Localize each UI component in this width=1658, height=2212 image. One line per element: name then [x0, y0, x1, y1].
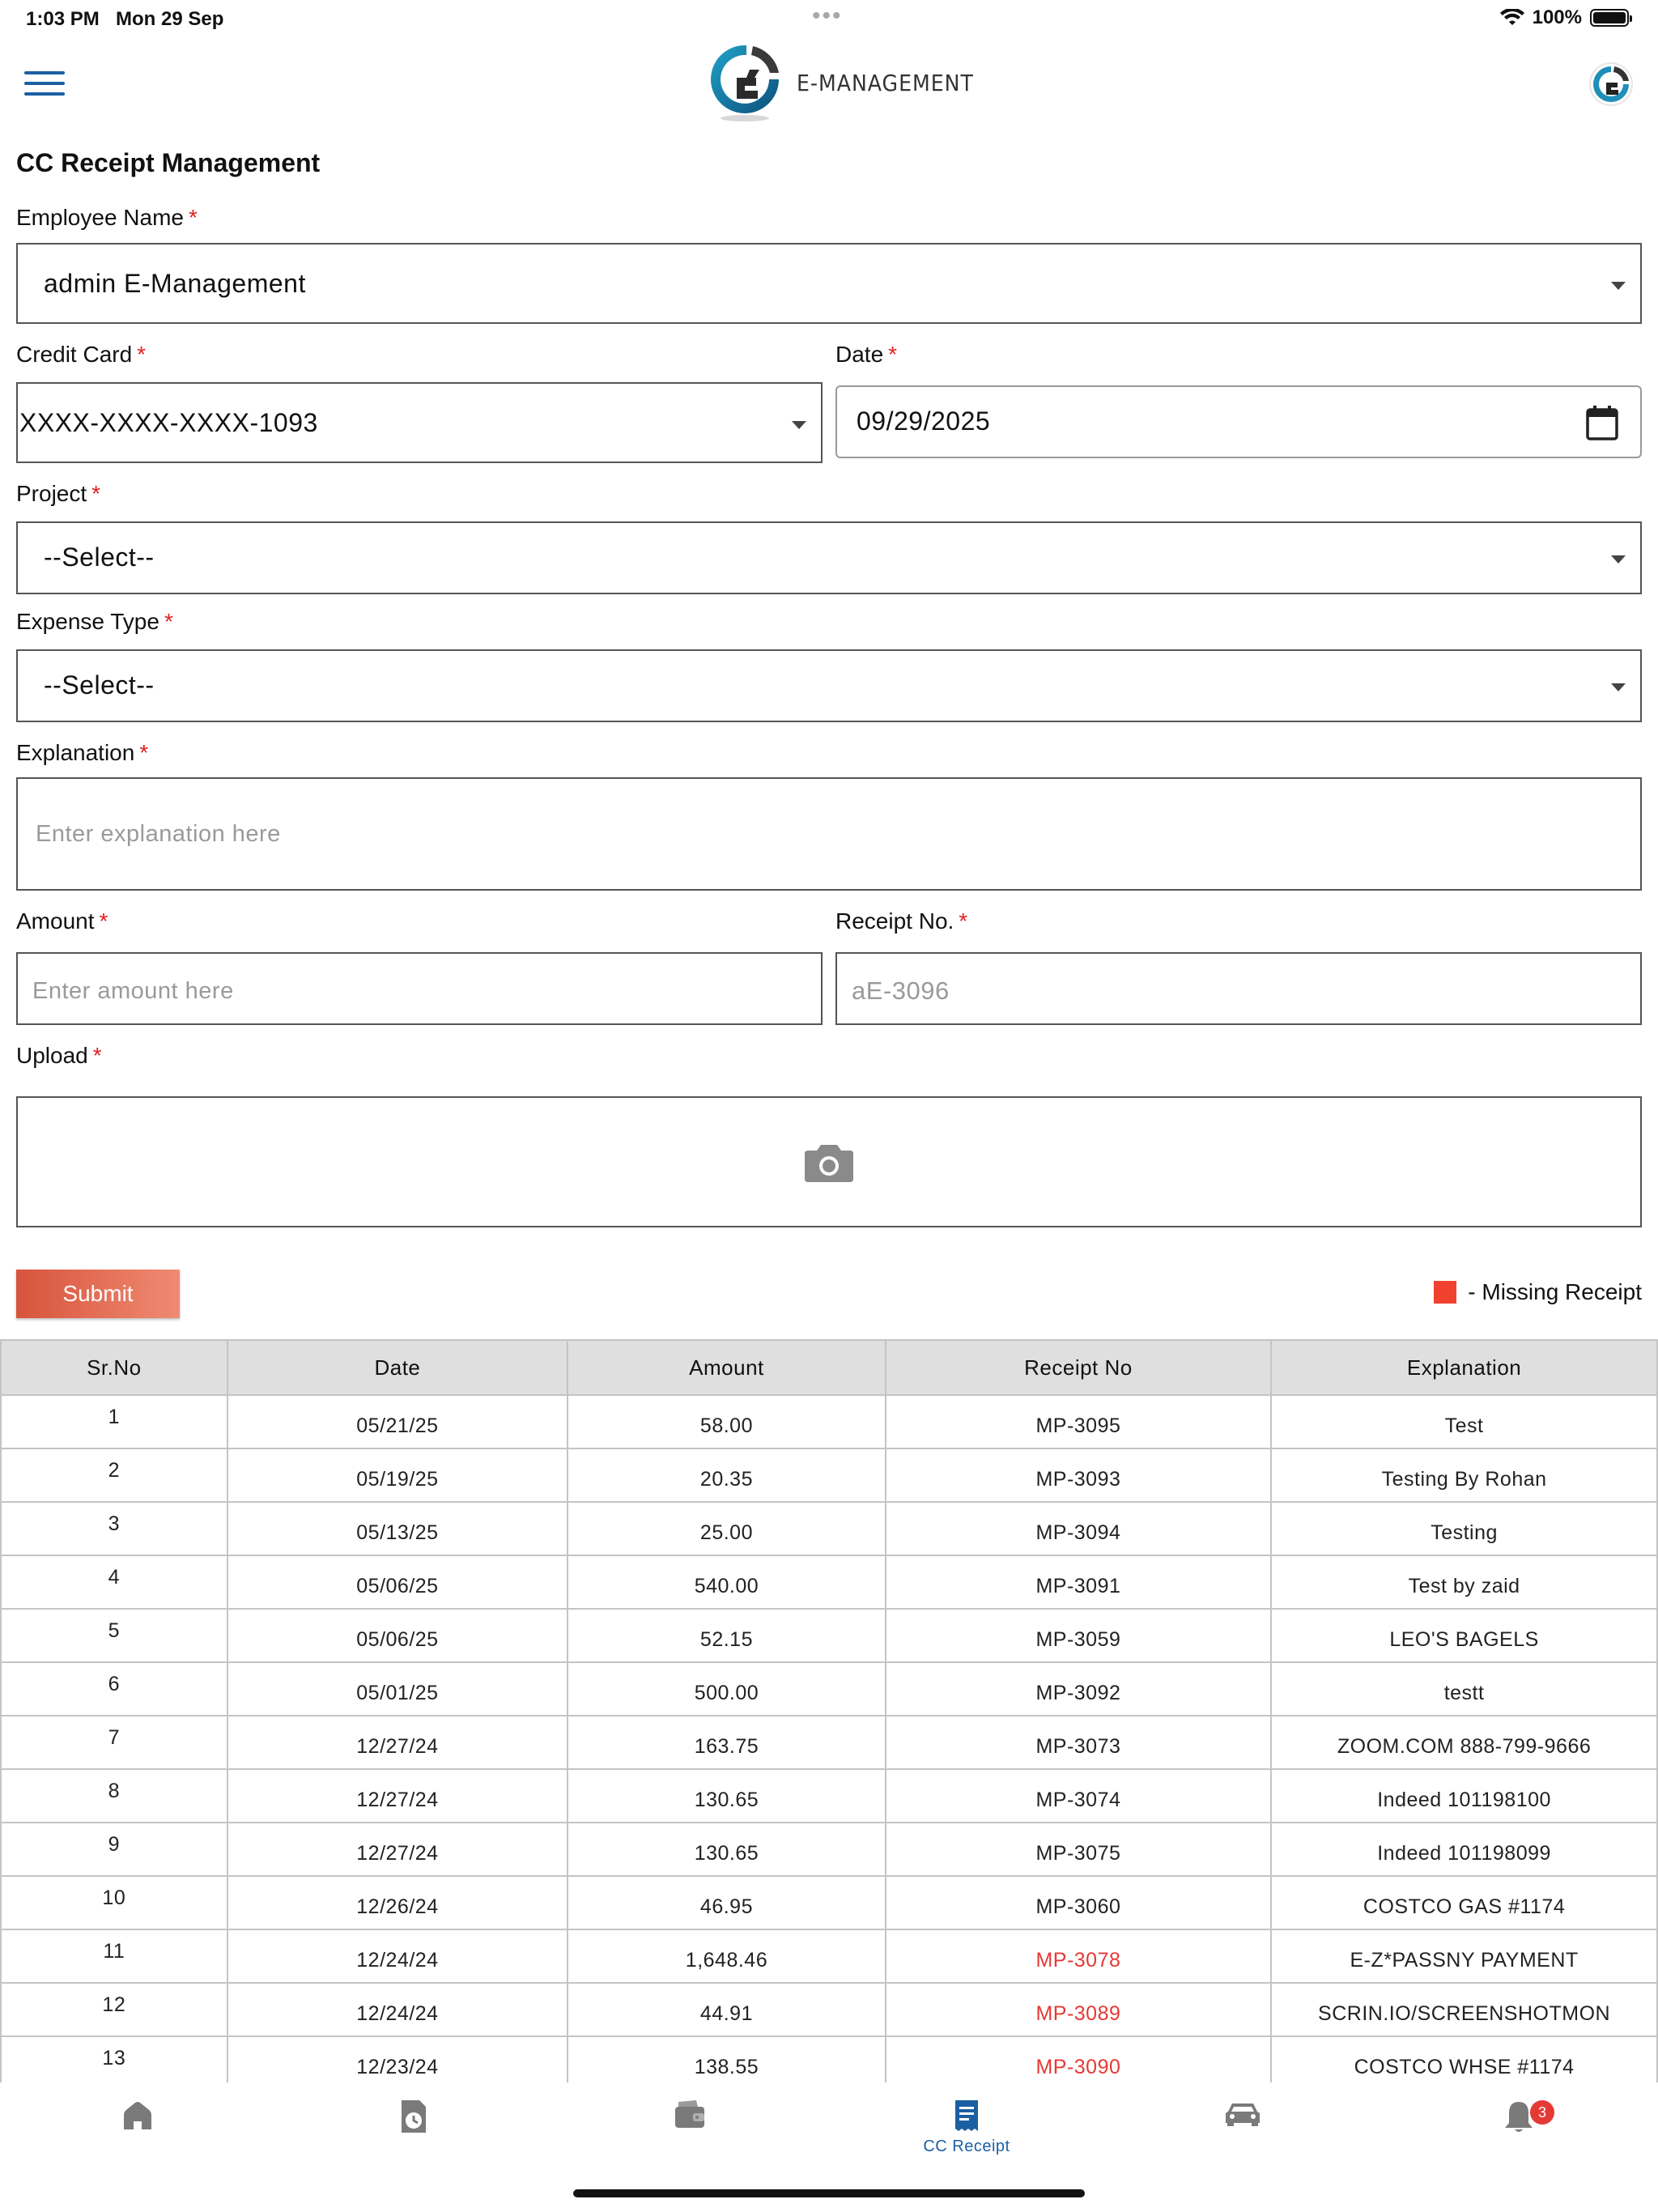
missing-receipt-swatch	[1434, 1281, 1456, 1304]
wifi-icon	[1500, 9, 1524, 27]
nav-notifications[interactable]	[1438, 2099, 1600, 2172]
table-row[interactable]	[1, 1876, 1657, 1929]
cell-srno: 3	[1, 1502, 227, 1555]
table-body	[1, 1395, 1657, 2090]
missing-receipt-legend-label: - Missing Receipt	[1468, 1279, 1642, 1304]
project-value: --Select--	[44, 542, 155, 572]
multitasking-dots-icon[interactable]: •••	[812, 2, 843, 29]
status-bar	[0, 0, 1658, 40]
explanation-placeholder: Enter explanation here	[36, 821, 281, 847]
nav-home[interactable]	[57, 2099, 219, 2172]
table-row[interactable]	[1, 1555, 1657, 1609]
cell-date: 05/19/25	[227, 1448, 568, 1502]
project-select[interactable]	[16, 521, 1642, 594]
cell-date: 12/23/24	[227, 2036, 568, 2090]
hamburger-menu-icon[interactable]	[24, 71, 65, 99]
explanation-label: Explanation *	[16, 740, 149, 765]
camera-icon[interactable]	[803, 1142, 855, 1184]
receipt-no-label: Receipt No. *	[835, 908, 968, 934]
table-row[interactable]	[1, 1609, 1657, 1662]
employee-name-value: admin E-Management	[44, 269, 306, 298]
table-row[interactable]	[1, 1716, 1657, 1769]
table-row[interactable]	[1, 1395, 1657, 1448]
cell-explanation: COSTCO GAS #1174	[1271, 1876, 1657, 1929]
column-header-srno: Sr.No	[1, 1340, 227, 1395]
nav-wallet[interactable]	[609, 2099, 771, 2172]
logo-text: E-MANAGEMENT	[797, 69, 974, 96]
credit-card-label: Credit Card *	[16, 342, 147, 367]
cell-receipt-no: MP-3095	[886, 1395, 1271, 1448]
credit-card-value: XXXX-XXXX-XXXX-1093	[19, 408, 318, 437]
calendar-icon[interactable]	[1585, 405, 1619, 442]
cell-explanation: SCRIN.IO/SCREENSHOTMON	[1271, 1983, 1657, 2036]
cell-explanation: testt	[1271, 1662, 1657, 1716]
amount-input[interactable]	[16, 952, 823, 1025]
cell-amount: 20.35	[568, 1448, 886, 1502]
cell-amount: 500.00	[568, 1662, 886, 1716]
cell-explanation: Test	[1271, 1395, 1657, 1448]
car-icon	[1224, 2099, 1261, 2128]
profile-avatar-icon[interactable]	[1588, 62, 1634, 107]
cell-date: 12/26/24	[227, 1876, 568, 1929]
cell-date: 12/24/24	[227, 1929, 568, 1983]
cell-amount: 25.00	[568, 1502, 886, 1555]
expense-type-select[interactable]	[16, 649, 1642, 722]
column-header-date: Date	[227, 1340, 568, 1395]
table-row[interactable]	[1, 1662, 1657, 1716]
cell-srno: 13	[1, 2036, 227, 2090]
cell-srno: 10	[1, 1876, 227, 1929]
date-label: Date *	[835, 342, 898, 367]
table-row[interactable]	[1, 1823, 1657, 1876]
date-field[interactable]	[835, 385, 1642, 458]
cell-amount: 46.95	[568, 1876, 886, 1929]
cell-amount: 130.65	[568, 1769, 886, 1823]
status-date: Mon 29 Sep	[116, 8, 224, 30]
cell-srno: 4	[1, 1555, 227, 1609]
cell-date: 12/24/24	[227, 1983, 568, 2036]
cell-srno: 1	[1, 1395, 227, 1448]
e-management-logo-icon	[708, 40, 785, 125]
table-row[interactable]	[1, 1448, 1657, 1502]
nav-timesheet[interactable]	[333, 2099, 495, 2172]
cell-receipt-no: MP-3078	[886, 1929, 1271, 1983]
battery-percent: 100%	[1532, 6, 1582, 28]
cell-amount: 540.00	[568, 1555, 886, 1609]
cell-explanation: ZOOM.COM 888-799-9666	[1271, 1716, 1657, 1769]
chevron-down-icon	[1611, 683, 1626, 691]
cell-date: 05/06/25	[227, 1609, 568, 1662]
receipts-table	[0, 1339, 1658, 2091]
cell-explanation: Testing By Rohan	[1271, 1448, 1657, 1502]
date-value: 09/29/2025	[857, 406, 991, 436]
cell-explanation: COSTCO WHSE #1174	[1271, 2036, 1657, 2090]
home-icon	[121, 2099, 155, 2133]
cell-amount: 1,648.46	[568, 1929, 886, 1983]
cell-srno: 7	[1, 1716, 227, 1769]
cell-explanation: Indeed 101198099	[1271, 1823, 1657, 1876]
cell-date: 05/21/25	[227, 1395, 568, 1448]
timesheet-icon	[397, 2099, 431, 2134]
cell-amount: 58.00	[568, 1395, 886, 1448]
cell-amount: 138.55	[568, 2036, 886, 2090]
cell-srno: 11	[1, 1929, 227, 1983]
column-header-explanation: Explanation	[1271, 1340, 1657, 1395]
home-indicator[interactable]	[573, 2189, 1085, 2197]
explanation-input[interactable]	[16, 777, 1642, 891]
cell-date: 12/27/24	[227, 1769, 568, 1823]
cell-explanation: Testing	[1271, 1502, 1657, 1555]
expense-type-label: Expense Type *	[16, 609, 173, 634]
status-right	[1500, 6, 1629, 29]
missing-receipt-legend	[1434, 1279, 1642, 1305]
cell-receipt-no: MP-3089	[886, 1983, 1271, 2036]
cell-amount: 163.75	[568, 1716, 886, 1769]
cell-srno: 9	[1, 1823, 227, 1876]
cell-date: 05/01/25	[227, 1662, 568, 1716]
cell-srno: 5	[1, 1609, 227, 1662]
table-row[interactable]	[1, 1502, 1657, 1555]
nav-cc-receipt[interactable]	[886, 2099, 1048, 2172]
cell-receipt-no: MP-3073	[886, 1716, 1271, 1769]
table-row[interactable]	[1, 1983, 1657, 2036]
cell-receipt-no: MP-3091	[886, 1555, 1271, 1609]
app-header	[0, 40, 1658, 130]
expense-type-value: --Select--	[44, 670, 155, 700]
table-header-row	[1, 1340, 1657, 1395]
cell-srno: 2	[1, 1448, 227, 1502]
app-logo	[708, 40, 974, 125]
amount-placeholder: Enter amount here	[32, 978, 234, 1004]
cell-amount: 52.15	[568, 1609, 886, 1662]
cell-explanation: LEO'S BAGELS	[1271, 1609, 1657, 1662]
cell-srno: 8	[1, 1769, 227, 1823]
nav-vehicle[interactable]	[1162, 2099, 1324, 2172]
cell-date: 05/13/25	[227, 1502, 568, 1555]
employee-name-label: Employee Name *	[16, 205, 198, 230]
upload-label: Upload *	[16, 1043, 102, 1068]
receipt-no-input[interactable]	[835, 952, 1642, 1025]
page-title: CC Receipt Management	[16, 148, 321, 177]
chevron-down-icon	[1611, 555, 1626, 564]
employee-name-select[interactable]	[16, 243, 1642, 324]
table-row[interactable]	[1, 1929, 1657, 1983]
cell-receipt-no: MP-3094	[886, 1502, 1271, 1555]
credit-card-select[interactable]	[16, 382, 823, 463]
project-label: Project *	[16, 481, 101, 506]
cell-receipt-no: MP-3060	[886, 1876, 1271, 1929]
cell-srno: 12	[1, 1983, 227, 2036]
cell-receipt-no: MP-3092	[886, 1662, 1271, 1716]
cell-explanation: Test by zaid	[1271, 1555, 1657, 1609]
receipt-icon	[952, 2099, 981, 2134]
chevron-down-icon	[792, 421, 806, 429]
cell-explanation: E-Z*PASSNY PAYMENT	[1271, 1929, 1657, 1983]
cell-date: 05/06/25	[227, 1555, 568, 1609]
receipt-no-value: aE-3096	[852, 976, 950, 1005]
wallet-icon	[672, 2099, 708, 2131]
cell-receipt-no: MP-3059	[886, 1609, 1271, 1662]
column-header-receipt-no: Receipt No	[886, 1340, 1271, 1395]
nav-cc-receipt-label: CC Receipt	[923, 2138, 1010, 2155]
cell-srno: 6	[1, 1662, 227, 1716]
submit-button[interactable]: Submit	[16, 1270, 180, 1318]
cell-explanation: Indeed 101198100	[1271, 1769, 1657, 1823]
amount-label: Amount *	[16, 908, 108, 934]
status-time: 1:03 PM	[26, 8, 100, 30]
cell-receipt-no: MP-3090	[886, 2036, 1271, 2090]
cell-amount: 44.91	[568, 1983, 886, 2036]
upload-dropzone[interactable]	[16, 1096, 1642, 1227]
cell-date: 12/27/24	[227, 1716, 568, 1769]
cell-receipt-no: MP-3093	[886, 1448, 1271, 1502]
notification-badge: 3	[1530, 2100, 1554, 2125]
cell-receipt-no: MP-3075	[886, 1823, 1271, 1876]
chevron-down-icon	[1611, 282, 1626, 290]
cell-amount: 130.65	[568, 1823, 886, 1876]
battery-icon	[1590, 9, 1629, 27]
column-header-amount: Amount	[568, 1340, 886, 1395]
cell-receipt-no: MP-3074	[886, 1769, 1271, 1823]
cell-date: 12/27/24	[227, 1823, 568, 1876]
table-row[interactable]	[1, 1769, 1657, 1823]
